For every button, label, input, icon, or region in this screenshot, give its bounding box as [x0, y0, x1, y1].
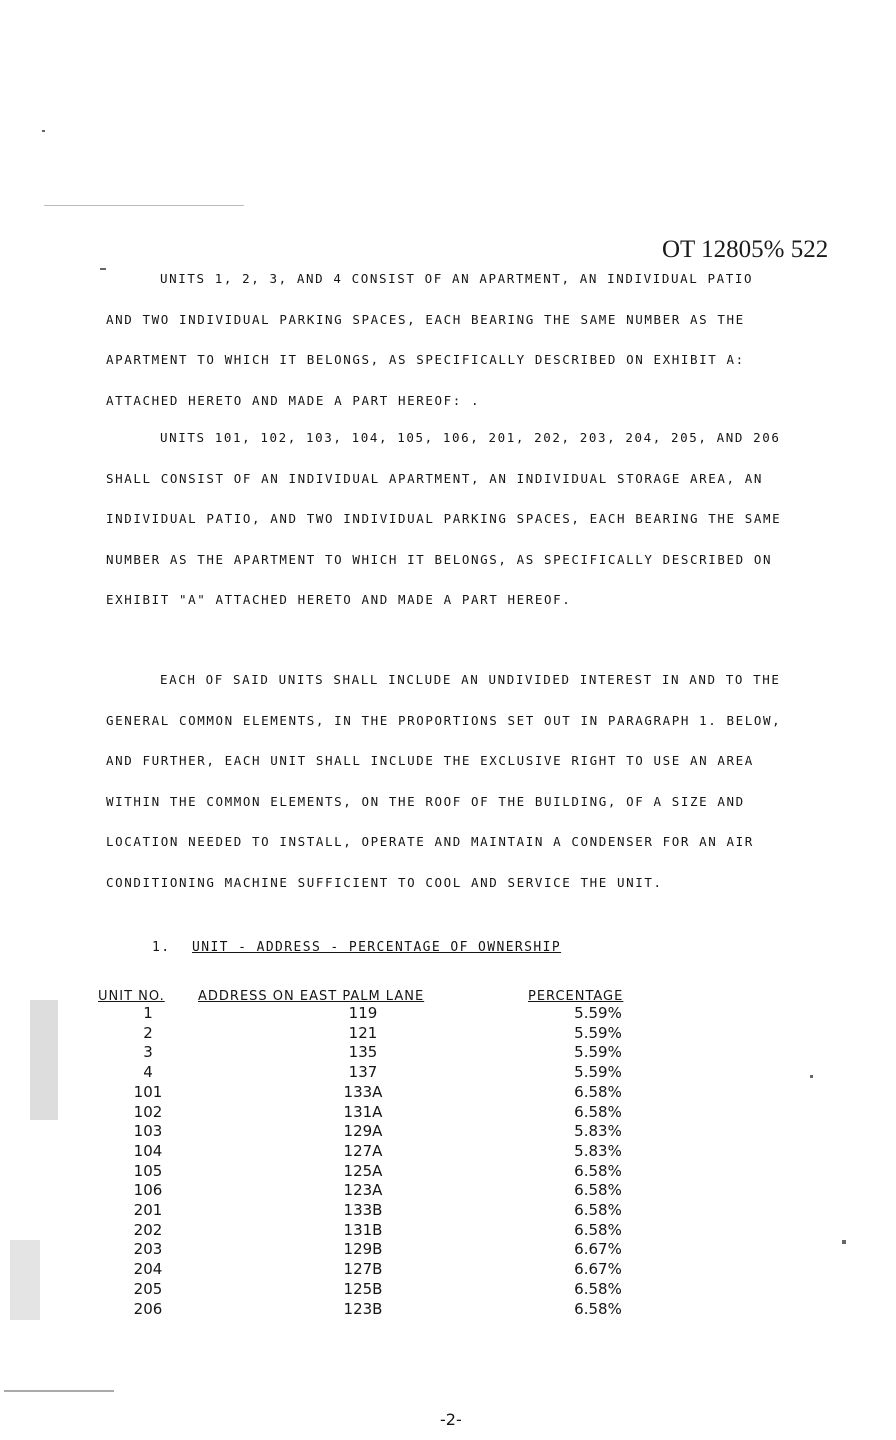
cell-address: 133A	[343, 1082, 383, 1101]
header-address: ADDRESS ON EAST PALM LANE	[198, 989, 425, 1004]
cell-unit-no: 2	[143, 1023, 153, 1042]
cell-percentage: 5.59%	[574, 1063, 622, 1082]
table-row	[98, 1004, 668, 1024]
cell-address: 121	[348, 1023, 378, 1042]
cell-address: 131A	[343, 1102, 383, 1121]
cell-percentage: 5.59%	[574, 1043, 622, 1062]
cell-unit-no: 1	[143, 1004, 153, 1022]
table-row	[98, 1083, 668, 1103]
scan-speck	[4, 1390, 114, 1392]
table-row	[98, 1043, 668, 1063]
scan-speck	[42, 130, 45, 132]
cell-unit-no: 202	[133, 1220, 163, 1239]
scan-speck	[10, 1240, 40, 1320]
section-number: 1.	[152, 940, 171, 955]
cell-percentage: 5.83%	[574, 1122, 622, 1141]
cell-percentage: 5.59%	[574, 1004, 622, 1022]
table-header-row	[98, 982, 668, 1004]
paragraph-common-elements: EACH OF SAID UNITS SHALL INCLUDE AN UNDIVIDED INTEREST IN AND TO THE GENERAL COMMON ELEMENTS, IN THE PROPORTIONS SET OUT IN PARAGRAPH 1. BELOW, AND FURTHER, EACH UNIT SHALL INCLUDE THE EXCLUSIVE RIGHT TO USE AN AREA WITHIN THE COMMON ELEMENTS, ON THE ROOF OF THE BUILDING, OF A SIZE AND LOCATION NEEDED TO INSTALL, OPERATE AND MAINTAIN A CONDENSER FOR AN AIR CONDITIONING MACHINE SUFFICIENT TO COOL AND SERVICE THE UNIT.	[106, 672, 782, 890]
cell-unit-no: 102	[133, 1102, 163, 1121]
cell-unit-no: 204	[133, 1260, 163, 1279]
cell-address: 135	[348, 1043, 378, 1062]
cell-address: 129B	[343, 1240, 383, 1259]
cell-unit-no: 201	[133, 1201, 163, 1220]
table-row	[98, 1240, 668, 1260]
cell-percentage: 5.83%	[574, 1141, 622, 1160]
cell-percentage: 6.58%	[574, 1220, 622, 1239]
table-row	[98, 1300, 668, 1320]
table-row	[98, 1181, 668, 1201]
cell-unit-no: 103	[133, 1122, 163, 1141]
paragraph-units-1-4: UNITS 1, 2, 3, AND 4 CONSIST OF AN APARTMENT, AN INDIVIDUAL PATIO AND TWO INDIVIDUAL PARKING SPACES, EACH BEARING THE SAME NUMBER AS THE APARTMENT TO WHICH IT BELONGS, AS SPECIFICALLY DESCRIBED ON EXHIBIT A: ATTACHED HERETO AND MADE A PART HEREOF: .	[106, 271, 754, 408]
table-row	[98, 1142, 668, 1162]
cell-percentage: 6.67%	[574, 1260, 622, 1279]
section-heading	[152, 940, 561, 955]
table-row	[98, 1122, 668, 1142]
scan-speck	[100, 268, 106, 270]
scan-speck	[44, 205, 244, 206]
cell-percentage: 5.59%	[574, 1023, 622, 1042]
cell-percentage: 6.58%	[574, 1201, 622, 1220]
cell-address: 133B	[343, 1201, 383, 1220]
cell-address: 137	[348, 1063, 378, 1082]
cell-unit-no: 101	[133, 1082, 163, 1101]
cell-unit-no: 205	[133, 1279, 163, 1298]
cell-unit-no: 4	[143, 1063, 153, 1082]
recording-stamp: OT 12805% 522	[662, 236, 829, 263]
ownership-table	[98, 982, 668, 1319]
scan-speck	[810, 1075, 813, 1078]
table-row	[98, 1280, 668, 1300]
cell-unit-no: 203	[133, 1240, 163, 1259]
table-row	[98, 1260, 668, 1280]
cell-address: 123B	[343, 1299, 383, 1318]
cell-address: 125B	[343, 1279, 383, 1298]
cell-unit-no: 3	[143, 1043, 153, 1062]
table-body	[98, 1004, 668, 1319]
cell-address: 129A	[343, 1122, 383, 1141]
cell-percentage: 6.58%	[574, 1161, 622, 1180]
cell-address: 127A	[343, 1141, 383, 1160]
header-unit-no: UNIT NO.	[98, 989, 165, 1004]
cell-address: 119	[348, 1004, 378, 1022]
table-row	[98, 1201, 668, 1221]
cell-percentage: 6.58%	[574, 1299, 622, 1318]
cell-unit-no: 105	[133, 1161, 163, 1180]
paragraph-units-101-206: UNITS 101, 102, 103, 104, 105, 106, 201, 202, 203, 204, 205, AND 206 SHALL CONSIST OF AN INDIVIDUAL APARTMENT, AN INDIVIDUAL STORAGE AREA, AN INDIVIDUAL PATIO, AND TWO INDIVIDUAL PARKING SPACES, EACH BEARING THE SAME NUMBER AS THE APARTMENT TO WHICH IT BELONGS, AS SPECIFICALLY DESCRIBED ON EXHIBIT "A" ATTACHED HERETO AND MADE A PART HEREOF.	[106, 430, 782, 607]
table-row	[98, 1063, 668, 1083]
cell-percentage: 6.58%	[574, 1102, 622, 1121]
scan-speck	[30, 1000, 58, 1120]
cell-percentage: 6.58%	[574, 1181, 622, 1200]
table-row	[98, 1162, 668, 1182]
cell-unit-no: 206	[133, 1299, 163, 1318]
table-row	[98, 1024, 668, 1044]
scan-speck	[842, 1240, 846, 1244]
page-number: -2-	[440, 1410, 462, 1429]
cell-unit-no: 106	[133, 1181, 163, 1200]
section-title: UNIT - ADDRESS - PERCENTAGE OF OWNERSHIP	[192, 940, 562, 955]
cell-percentage: 6.67%	[574, 1240, 622, 1259]
table-row	[98, 1103, 668, 1123]
cell-percentage: 6.58%	[574, 1082, 622, 1101]
cell-unit-no: 104	[133, 1141, 163, 1160]
cell-address: 123A	[343, 1181, 383, 1200]
cell-percentage: 6.58%	[574, 1279, 622, 1298]
cell-address: 127B	[343, 1260, 383, 1279]
cell-address: 131B	[343, 1220, 383, 1239]
header-percentage: PERCENTAGE	[528, 989, 624, 1004]
table-row	[98, 1221, 668, 1241]
cell-address: 125A	[343, 1161, 383, 1180]
